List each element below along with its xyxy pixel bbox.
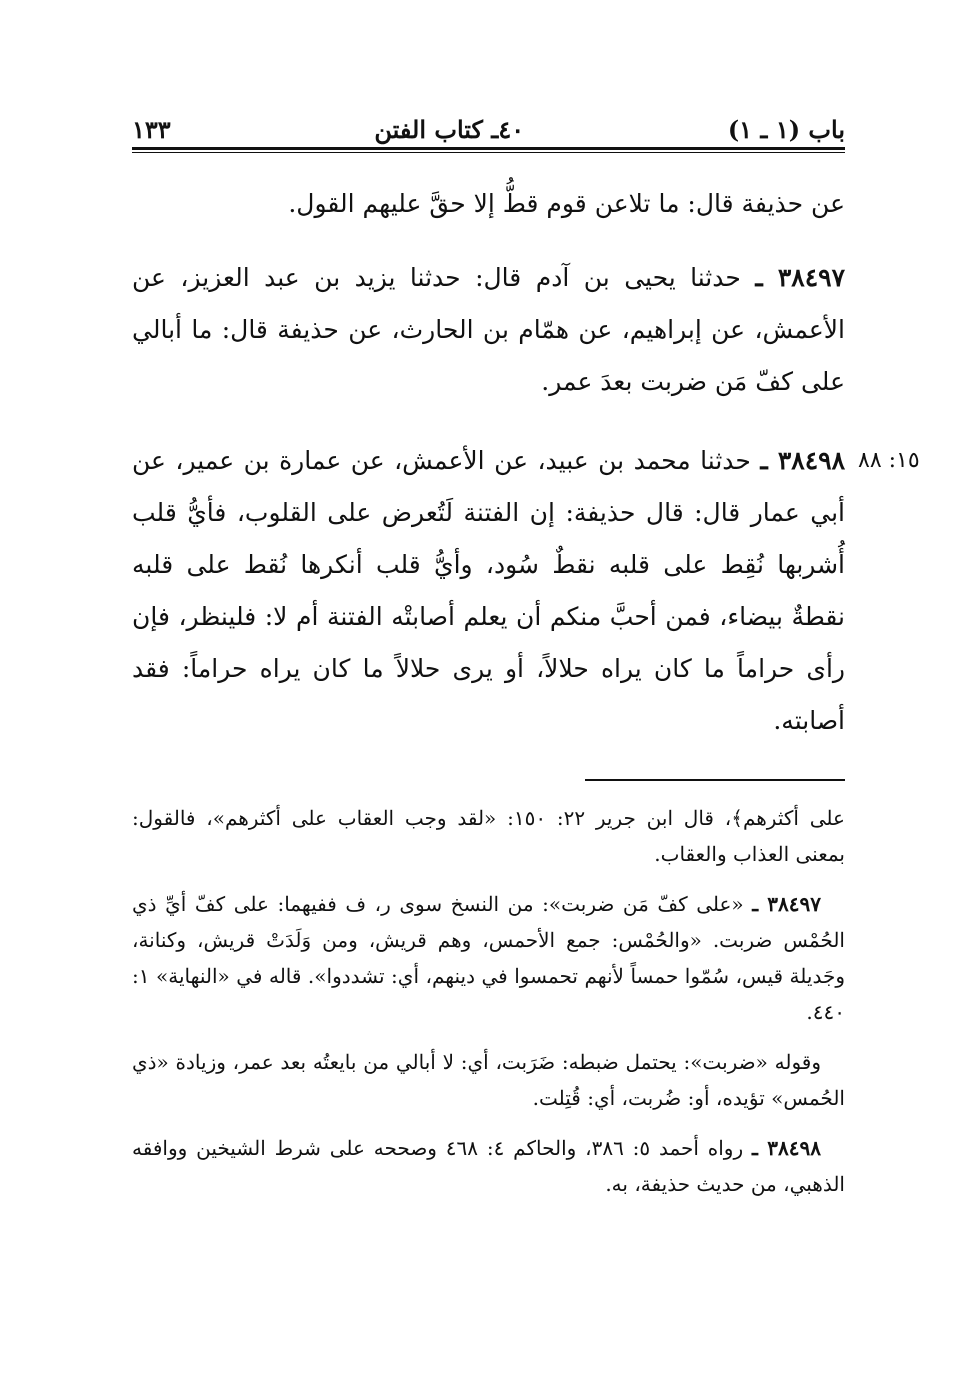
footnote-number: ٣٨٤٩٧ ـ bbox=[752, 892, 821, 916]
hadith-paragraph bbox=[132, 252, 845, 408]
page-number: ١٣٣ bbox=[132, 115, 171, 144]
footnote-38498 bbox=[132, 1130, 845, 1202]
footnote-38497 bbox=[132, 886, 845, 1030]
footnote-38497-continued: وقوله «ضربت»: يحتمل ضبطه: ضَرَبت، أي: لا أبالي من بايعتُه بعد عمر، وزيادة «ذي الحُمس» تؤيده، أو: ضُربت، أي: قُتِلت. bbox=[132, 1050, 845, 1110]
paragraph-text: عن حذيفة قال: ما تلاعن قوم قطُّ إلا حقَّ عليهم القول. bbox=[288, 189, 845, 218]
side-reference: ١٥: ٨٨ bbox=[858, 448, 920, 473]
book-title: ٤٠ـ كتاب الفتن bbox=[374, 115, 525, 144]
hadith-text: حدثنا يحيى بن آدم قال: حدثنا يزيد بن عبد العزيز، عن الأعمش، عن إبراهيم، عن همّام بن الحارث، عن حذيفة قال: ما أبالي على كفّ مَن ضربت بعدَ عمر. bbox=[132, 263, 845, 396]
footnote-separator bbox=[585, 779, 845, 781]
hadith-number: ٣٨٤٩٧ ـ bbox=[755, 263, 846, 292]
hadith-number: ٣٨٤٩٨ ـ bbox=[760, 446, 845, 475]
footnote-text: «على كفّ مَن ضربت»: من النسخ سوى ر، ف ففيهما: على كفّ أيِّ ذي الحُمْس ضربت. «والحُمْس: جمع الأحمس، وهم قريش، ومن وَلَدَتْ قريش، وكنانة، وجَديلة قيس، سُمّوا حمساً لأنهم تحمسوا في دينهم، أي: تشددوا». قاله في «النهاية» ١: ٤٤٠. bbox=[132, 892, 845, 1024]
header-rule-thin bbox=[132, 152, 845, 153]
footnotes bbox=[132, 800, 845, 1216]
paragraph-continuation bbox=[132, 178, 845, 230]
footnote-continuation: على أكثرهم﴾، قال ابن جرير ٢٢: ١٥٠: «لقد وجب العقاب على أكثرهم»، فالقول: بمعنى العذاب والعقاب. bbox=[132, 806, 845, 866]
chapter-label: باب (١ ـ ١) bbox=[727, 115, 845, 144]
footnote-text: رواه أحمد ٥: ٣٨٦، والحاكم ٤: ٤٦٨ وصححه على شرط الشيخين ووافقه الذهبي، من حديث حذيفة، به. bbox=[132, 1136, 845, 1196]
header-rule bbox=[132, 147, 845, 150]
hadith-paragraph bbox=[132, 435, 845, 747]
hadith-text: حدثنا محمد بن عبيد، عن الأعمش، عن عمارة بن عمير، عن أبي عمار قال: قال حذيفة: إن الفتنة لَتُعرض على القلوب، فأيُّ قلب أُشربها نُقِط على قلبه نقطٌ سُود، وأيُّ قلب أنكرها نُقط على قلبه نقطةٌ بيضاء، فمن أحبَّ منكم أن يعلم أصابتْه الفتنة أم لا: فلينظر، فإن رأى حراماً ما كان يراه حلالاً، أو يرى حلالاً ما كان يراه حراماً: فقد أصابته. bbox=[132, 446, 845, 735]
hadith-38498 bbox=[132, 435, 845, 747]
footnote-number: ٣٨٤٩٨ ـ bbox=[751, 1136, 821, 1160]
hadith-38497 bbox=[132, 252, 845, 408]
page-header bbox=[132, 100, 845, 144]
